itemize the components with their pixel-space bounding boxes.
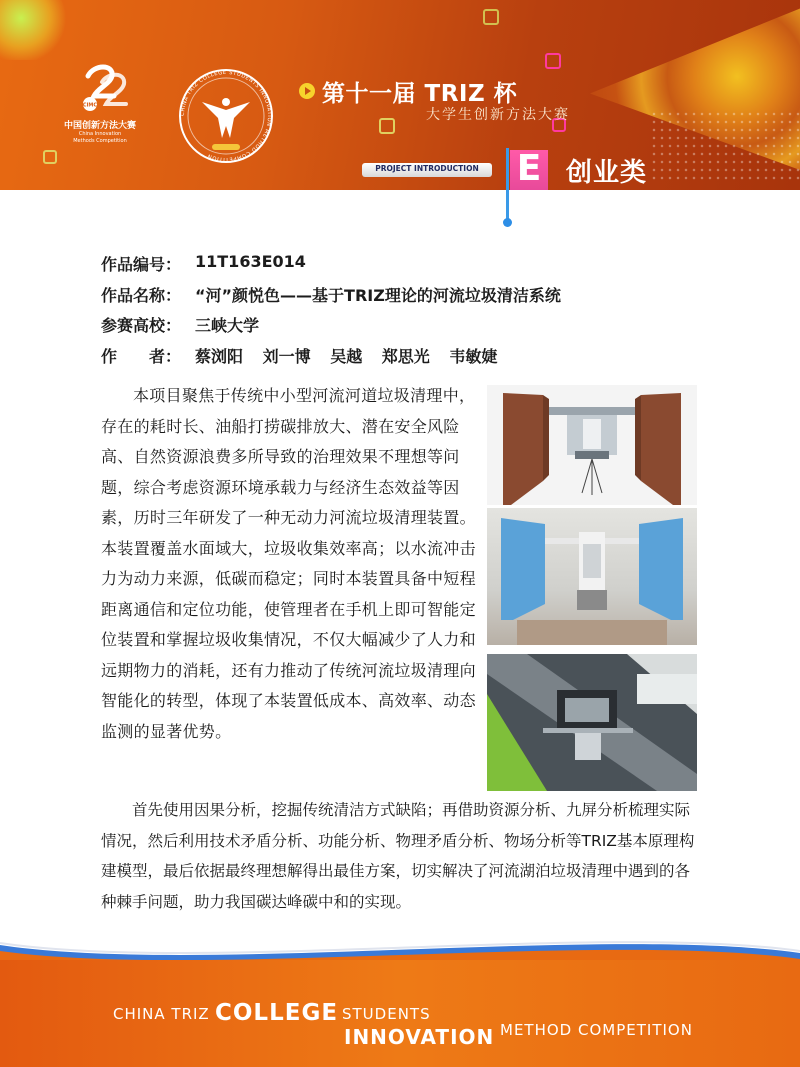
org-name-cn: 中国创新方法大赛 bbox=[63, 121, 136, 131]
footer-text-bold: INNOVATION bbox=[344, 1025, 495, 1049]
org-name-en-1: China Innovation bbox=[78, 131, 122, 137]
accent-line bbox=[506, 148, 509, 222]
category-name: 创业类 bbox=[566, 158, 648, 188]
info-label: 作品编号： bbox=[101, 255, 182, 274]
cimc-mark-text: CIMC bbox=[82, 102, 98, 109]
competition-badge bbox=[176, 66, 276, 166]
project-id: 11T163E014 bbox=[195, 252, 306, 271]
cimc-mark-icon bbox=[50, 58, 150, 118]
accent-dot bbox=[503, 218, 512, 227]
info-label: 作品名称： bbox=[101, 285, 182, 305]
section-tag: PROJECT INTRODUCTION bbox=[375, 164, 479, 173]
cimc-logo bbox=[50, 58, 150, 148]
decor-square bbox=[483, 9, 499, 25]
footer-text: CHINA TRIZ bbox=[113, 1005, 210, 1023]
category-letter: E bbox=[516, 148, 542, 189]
method-paragraph: 首先使用因果分析，挖掘传统清洁方式缺陷；再借助资源分析、九屏分析梳理实际情况，然后利用技术矛盾分析、功能分析、物理矛盾分析、物场分析等TRIZ基本原理构建模型，最后依据最终理想解得出最佳方案，切实解决了河流湖泊垃圾清理中遇到的各种棘手问题，助力我国碳达峰碳中和的实现。 bbox=[101, 801, 695, 911]
badge-ring-text: CHINA TRIZ COLLEGE STUDENTS INNOVATION METHOD COMPETITION bbox=[179, 69, 273, 163]
school-name: 三峡大学 bbox=[195, 316, 260, 335]
author-name: 郑思光 bbox=[381, 346, 430, 366]
author-list bbox=[195, 344, 511, 367]
header-banner bbox=[0, 0, 800, 190]
author-name: 吴越 bbox=[330, 346, 363, 366]
decor-dots bbox=[650, 110, 800, 180]
project-name: “河”颜悦色——基于TRIZ理论的河流垃圾清洁系统 bbox=[195, 285, 561, 305]
triz-trophy-icon bbox=[176, 66, 276, 166]
footer-text: STUDENTS bbox=[342, 1005, 431, 1023]
device-model-image bbox=[487, 508, 697, 645]
org-name-en-2: Methods Competition bbox=[73, 138, 127, 144]
device-site-render-image bbox=[487, 654, 697, 791]
info-label: 作 者： bbox=[101, 346, 182, 366]
decor-square bbox=[43, 150, 57, 164]
author-name: 蔡浏阳 bbox=[195, 346, 244, 366]
intro-paragraph: 本项目聚焦于传统中小型河流河道垃圾清理中，存在的耗时长、油船打捞碳排放大、潜在安全风险高、自然资源浪费多所导致的治理效果不理想等问题，综合考虑资源环境承载力与经济生态效益等因素，历时三年研发了一种无动力河流垃圾清理装置。本装置覆盖水面域大，垃圾收集效率高；以水流冲击力为动力来源，低碳而稳定；同时本装置具备中短程距离通信和定位功能，使管理者在手机上即可智能定位装置和掌握垃圾收集情况，不仅大幅减少了人力和远期物力的消耗，还有力推动了传统河流垃圾清理向智能化的转型，体现了本装置低成本、高效率、动态监测的显著优势。 bbox=[101, 386, 476, 741]
competition-subtitle: 大学生创新方法大赛 bbox=[426, 107, 570, 123]
decor-square bbox=[379, 118, 395, 134]
play-arrow-icon bbox=[299, 83, 315, 99]
decor-square bbox=[545, 53, 561, 69]
decor-glow bbox=[0, 0, 70, 60]
author-name: 韦敏婕 bbox=[449, 346, 498, 366]
competition-title: 第十一届 TRIZ 杯 bbox=[322, 81, 518, 107]
author-name: 刘一博 bbox=[262, 346, 311, 366]
footer-text-bold: COLLEGE bbox=[215, 1000, 339, 1026]
device-render-image bbox=[487, 385, 697, 505]
footer-text: METHOD COMPETITION bbox=[500, 1021, 693, 1039]
info-label: 参赛高校： bbox=[101, 316, 182, 335]
